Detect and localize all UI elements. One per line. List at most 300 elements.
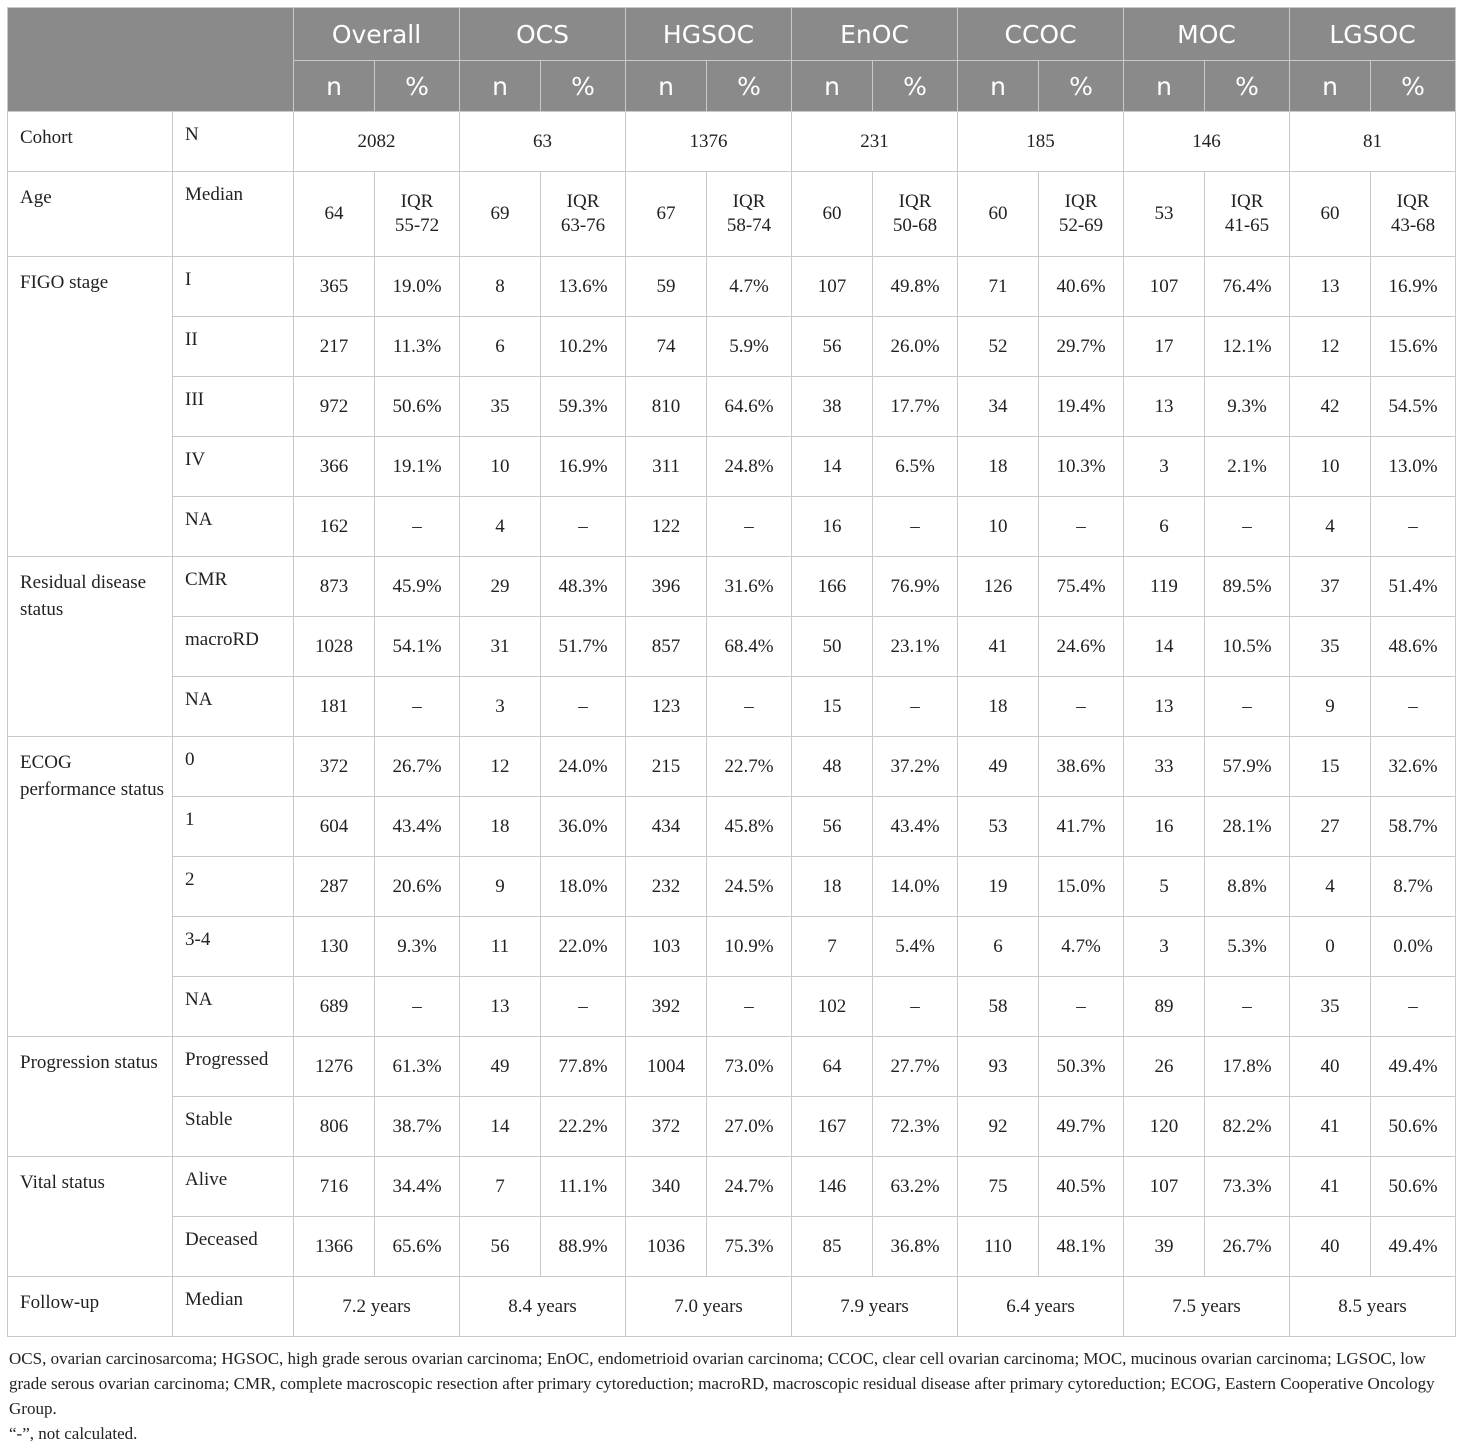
table-cell: 110	[958, 1217, 1039, 1277]
table-cell: 1036	[626, 1217, 707, 1277]
iqr-label: IQR	[400, 191, 434, 212]
header-percent: %	[707, 61, 792, 112]
table-cell: 7.2 years	[294, 1277, 460, 1337]
category-label: CMR	[173, 557, 294, 617]
table-cell: 1028	[294, 617, 375, 677]
table-cell: 40	[1290, 1217, 1371, 1277]
table-cell: 311	[626, 437, 707, 497]
footnote-dash-note: “-”, not calculated.	[9, 1424, 138, 1443]
table-cell: 50.6%	[375, 377, 460, 437]
table-cell: 11.1%	[541, 1157, 626, 1217]
cohort-characteristics-table	[7, 7, 1456, 1337]
table-row	[8, 317, 1456, 377]
iqr-label: IQR	[1064, 191, 1098, 212]
table-cell: 689	[294, 977, 375, 1037]
table-cell: 38.6%	[1039, 737, 1124, 797]
table-cell: 60	[792, 172, 873, 257]
table-cell: 56	[460, 1217, 541, 1277]
table-cell: 73.0%	[707, 1037, 792, 1097]
table-cell: 40.6%	[1039, 257, 1124, 317]
table-cell: 49.4%	[1371, 1037, 1456, 1097]
table-cell: 167	[792, 1097, 873, 1157]
table-cell: 22.0%	[541, 917, 626, 977]
header-group: EnOC	[792, 8, 958, 61]
iqr-cell	[707, 172, 792, 257]
table-cell: 7.5 years	[1124, 1277, 1290, 1337]
table-cell: 92	[958, 1097, 1039, 1157]
table-cell: –	[1039, 977, 1124, 1037]
table-cell: 123	[626, 677, 707, 737]
table-cell: 35	[460, 377, 541, 437]
table-cell: 3	[1124, 437, 1205, 497]
table-cell: 16	[792, 497, 873, 557]
table-cell: 89	[1124, 977, 1205, 1037]
table-row	[8, 112, 1456, 172]
table-cell: 126	[958, 557, 1039, 617]
table-cell: 75.3%	[707, 1217, 792, 1277]
table-cell: –	[375, 677, 460, 737]
table-cell: 6.4 years	[958, 1277, 1124, 1337]
table-cell: 11.3%	[375, 317, 460, 377]
table-cell: –	[1039, 677, 1124, 737]
table-cell: 56	[792, 797, 873, 857]
table-cell: 34	[958, 377, 1039, 437]
table-cell: 13.0%	[1371, 437, 1456, 497]
header-n: n	[1290, 61, 1371, 112]
category-label: Stable	[173, 1097, 294, 1157]
table-cell: 13.6%	[541, 257, 626, 317]
table-row	[8, 1097, 1456, 1157]
table-cell: 392	[626, 977, 707, 1037]
table-cell: 24.7%	[707, 1157, 792, 1217]
table-cell: 54.5%	[1371, 377, 1456, 437]
header-percent: %	[541, 61, 626, 112]
iqr-cell	[873, 172, 958, 257]
table-cell: 28.1%	[1205, 797, 1290, 857]
category-label: IV	[173, 437, 294, 497]
table-row	[8, 557, 1456, 617]
table-cell: 68.4%	[707, 617, 792, 677]
table-cell: 6	[460, 317, 541, 377]
table-cell: 1366	[294, 1217, 375, 1277]
variable-label: Age	[8, 172, 173, 257]
table-cell: 71	[958, 257, 1039, 317]
table-cell: 4	[1290, 497, 1371, 557]
table-cell: 51.7%	[541, 617, 626, 677]
table-cell: 76.4%	[1205, 257, 1290, 317]
variable-label: Residual disease status	[8, 557, 173, 737]
table-cell: 45.9%	[375, 557, 460, 617]
table-cell: 4	[1290, 857, 1371, 917]
table-cell: 19.4%	[1039, 377, 1124, 437]
table-footnote	[7, 1346, 1453, 1446]
category-label: macroRD	[173, 617, 294, 677]
table-cell: 1376	[626, 112, 792, 172]
table-cell: 50	[792, 617, 873, 677]
table-cell: –	[1205, 977, 1290, 1037]
category-label: Median	[173, 1277, 294, 1337]
table-cell: 162	[294, 497, 375, 557]
table-cell: 10	[1290, 437, 1371, 497]
variable-label: FIGO stage	[8, 257, 173, 557]
header-percent: %	[1039, 61, 1124, 112]
iqr-cell	[1371, 172, 1456, 257]
table-cell: 12	[460, 737, 541, 797]
header-group: LGSOC	[1290, 8, 1456, 61]
table-cell: 38	[792, 377, 873, 437]
table-cell: –	[1205, 677, 1290, 737]
table-cell: 11	[460, 917, 541, 977]
table-cell: 32.6%	[1371, 737, 1456, 797]
table-cell: 64	[294, 172, 375, 257]
table-cell: 103	[626, 917, 707, 977]
table-row	[8, 1217, 1456, 1277]
table-cell: 22.7%	[707, 737, 792, 797]
table-cell: 41	[1290, 1157, 1371, 1217]
table-cell: 12.1%	[1205, 317, 1290, 377]
table-cell: 8.8%	[1205, 857, 1290, 917]
table-cell: 14	[792, 437, 873, 497]
table-cell: 26.7%	[375, 737, 460, 797]
table-cell: 806	[294, 1097, 375, 1157]
table-cell: 14	[460, 1097, 541, 1157]
header-group-row	[8, 8, 1456, 61]
variable-label: Cohort	[8, 112, 173, 172]
table-cell: 716	[294, 1157, 375, 1217]
table-cell: 48.3%	[541, 557, 626, 617]
table-row	[8, 1277, 1456, 1337]
iqr-label: IQR	[566, 191, 600, 212]
table-cell: 181	[294, 677, 375, 737]
table-cell: 5.4%	[873, 917, 958, 977]
header-n: n	[792, 61, 873, 112]
table-cell: 60	[958, 172, 1039, 257]
table-cell: 19.0%	[375, 257, 460, 317]
table-cell: 24.8%	[707, 437, 792, 497]
table-cell: 52	[958, 317, 1039, 377]
table-cell: 24.6%	[1039, 617, 1124, 677]
table-cell: 372	[294, 737, 375, 797]
table-cell: –	[1371, 977, 1456, 1037]
table-cell: 18	[958, 677, 1039, 737]
table-cell: 54.1%	[375, 617, 460, 677]
table-cell: 57.9%	[1205, 737, 1290, 797]
header-n: n	[294, 61, 375, 112]
table-row	[8, 677, 1456, 737]
table-cell: 6	[1124, 497, 1205, 557]
table-cell: 5	[1124, 857, 1205, 917]
iqr-label: IQR	[1230, 191, 1264, 212]
table-cell: 69	[460, 172, 541, 257]
table-cell: 45.8%	[707, 797, 792, 857]
table-cell: 29.7%	[1039, 317, 1124, 377]
table-cell: 53	[1124, 172, 1205, 257]
category-label: Median	[173, 172, 294, 257]
table-cell: 50.6%	[1371, 1097, 1456, 1157]
table-cell: –	[873, 677, 958, 737]
table-cell: 41	[958, 617, 1039, 677]
table-cell: 48.6%	[1371, 617, 1456, 677]
table-header	[8, 8, 1456, 112]
table-cell: 31	[460, 617, 541, 677]
header-group: OCS	[460, 8, 626, 61]
table-cell: 17.7%	[873, 377, 958, 437]
category-label: 3-4	[173, 917, 294, 977]
table-cell: 16	[1124, 797, 1205, 857]
table-cell: 42	[1290, 377, 1371, 437]
table-cell: 34.4%	[375, 1157, 460, 1217]
table-cell: –	[541, 497, 626, 557]
table-cell: 75.4%	[1039, 557, 1124, 617]
table-cell: –	[873, 977, 958, 1037]
table-cell: 35	[1290, 977, 1371, 1037]
variable-label: Follow-up	[8, 1277, 173, 1337]
variable-label: Vital status	[8, 1157, 173, 1277]
header-percent: %	[1371, 61, 1456, 112]
table-cell: 10	[958, 497, 1039, 557]
table-cell: 58.7%	[1371, 797, 1456, 857]
category-label: N	[173, 112, 294, 172]
table-cell: 10.9%	[707, 917, 792, 977]
header-n: n	[1124, 61, 1205, 112]
table-row	[8, 857, 1456, 917]
table-cell: 53	[958, 797, 1039, 857]
table-cell: 9	[1290, 677, 1371, 737]
table-cell: 972	[294, 377, 375, 437]
table-cell: 14.0%	[873, 857, 958, 917]
table-cell: 49.8%	[873, 257, 958, 317]
table-cell: 15.6%	[1371, 317, 1456, 377]
table-cell: 10.5%	[1205, 617, 1290, 677]
table-cell: 40.5%	[1039, 1157, 1124, 1217]
table-cell: –	[707, 977, 792, 1037]
table-cell: 102	[792, 977, 873, 1037]
table-cell: 18	[958, 437, 1039, 497]
table-cell: –	[1371, 497, 1456, 557]
category-label: Alive	[173, 1157, 294, 1217]
table-cell: 76.9%	[873, 557, 958, 617]
category-label: II	[173, 317, 294, 377]
table-cell: 58	[958, 977, 1039, 1037]
table-row	[8, 1157, 1456, 1217]
header-group: HGSOC	[626, 8, 792, 61]
category-label: 0	[173, 737, 294, 797]
table-cell: 59.3%	[541, 377, 626, 437]
table-cell: 217	[294, 317, 375, 377]
table-cell: 56	[792, 317, 873, 377]
table-cell: 26	[1124, 1037, 1205, 1097]
header-n: n	[626, 61, 707, 112]
table-cell: 119	[1124, 557, 1205, 617]
iqr-range: 55-72	[394, 215, 440, 236]
iqr-range: 43-68	[1390, 215, 1436, 236]
table-cell: 23.1%	[873, 617, 958, 677]
table-cell: –	[1371, 677, 1456, 737]
header-group: Overall	[294, 8, 460, 61]
table-cell: 9.3%	[1205, 377, 1290, 437]
table-cell: 857	[626, 617, 707, 677]
table-cell: –	[375, 497, 460, 557]
table-row	[8, 172, 1456, 257]
table-cell: 19.1%	[375, 437, 460, 497]
table-cell: 146	[792, 1157, 873, 1217]
table-cell: 73.3%	[1205, 1157, 1290, 1217]
category-label: I	[173, 257, 294, 317]
table-body	[8, 112, 1456, 1337]
table-cell: 16.9%	[541, 437, 626, 497]
iqr-range: 41-65	[1224, 215, 1270, 236]
table-cell: 8.5 years	[1290, 1277, 1456, 1337]
table-cell: 185	[958, 112, 1124, 172]
table-cell: 7	[460, 1157, 541, 1217]
table-cell: 7.0 years	[626, 1277, 792, 1337]
table-cell: 82.2%	[1205, 1097, 1290, 1157]
category-label: NA	[173, 677, 294, 737]
table-cell: 13	[1290, 257, 1371, 317]
table-cell: 9.3%	[375, 917, 460, 977]
table-cell: 63.2%	[873, 1157, 958, 1217]
table-cell: 434	[626, 797, 707, 857]
header-corner	[8, 8, 294, 112]
table-cell: 1276	[294, 1037, 375, 1097]
table-cell: 13	[1124, 677, 1205, 737]
table-cell: 107	[1124, 257, 1205, 317]
table-cell: 35	[1290, 617, 1371, 677]
header-percent: %	[873, 61, 958, 112]
table-row	[8, 437, 1456, 497]
table-cell: 232	[626, 857, 707, 917]
table-cell: 340	[626, 1157, 707, 1217]
table-cell: –	[1039, 497, 1124, 557]
table-cell: 366	[294, 437, 375, 497]
category-label: Deceased	[173, 1217, 294, 1277]
table-cell: –	[541, 677, 626, 737]
table-cell: 24.5%	[707, 857, 792, 917]
table-container	[7, 7, 1453, 1446]
table-cell: 7.9 years	[792, 1277, 958, 1337]
table-cell: 19	[958, 857, 1039, 917]
iqr-range: 58-74	[726, 215, 772, 236]
table-cell: 63	[460, 112, 626, 172]
table-row	[8, 797, 1456, 857]
category-label: Progressed	[173, 1037, 294, 1097]
table-cell: 130	[294, 917, 375, 977]
table-cell: 873	[294, 557, 375, 617]
table-cell: 231	[792, 112, 958, 172]
iqr-cell	[375, 172, 460, 257]
footnote-abbreviations: OCS, ovarian carcinosarcoma; HGSOC, high grade serous ovarian carcinoma; EnOC, endometrioid ovarian carcinoma; CCOC, clear cell ovarian carcinoma; MOC, mucinous ovarian carcinoma; LGSOC, low grade serous ovarian carcinoma; CMR, complete macroscopic resection after primary cytoreduction; macroRD, macroscopic residual disease after primary cytoreduction; ECOG, Eastern Cooperative Oncology Group.	[9, 1349, 1435, 1418]
iqr-label: IQR	[898, 191, 932, 212]
table-cell: 49.4%	[1371, 1217, 1456, 1277]
table-cell: 27.7%	[873, 1037, 958, 1097]
table-cell: 59	[626, 257, 707, 317]
iqr-range: 63-76	[560, 215, 606, 236]
table-cell: 4	[460, 497, 541, 557]
category-label: III	[173, 377, 294, 437]
table-cell: 13	[460, 977, 541, 1037]
table-cell: 49	[460, 1037, 541, 1097]
table-cell: 8.7%	[1371, 857, 1456, 917]
header-percent: %	[1205, 61, 1290, 112]
table-row	[8, 257, 1456, 317]
table-cell: 5.3%	[1205, 917, 1290, 977]
table-cell: 49.7%	[1039, 1097, 1124, 1157]
table-cell: 29	[460, 557, 541, 617]
iqr-range: 50-68	[892, 215, 938, 236]
table-cell: 43.4%	[873, 797, 958, 857]
iqr-label: IQR	[732, 191, 766, 212]
table-cell: 6.5%	[873, 437, 958, 497]
table-cell: 8	[460, 257, 541, 317]
header-n: n	[958, 61, 1039, 112]
table-row	[8, 1037, 1456, 1097]
table-cell: 4.7%	[707, 257, 792, 317]
table-cell: 3	[1124, 917, 1205, 977]
header-group: CCOC	[958, 8, 1124, 61]
table-cell: 10.3%	[1039, 437, 1124, 497]
table-cell: 41.7%	[1039, 797, 1124, 857]
table-cell: –	[873, 497, 958, 557]
table-cell: 166	[792, 557, 873, 617]
table-cell: 17	[1124, 317, 1205, 377]
table-cell: 8.4 years	[460, 1277, 626, 1337]
table-cell: 20.6%	[375, 857, 460, 917]
table-cell: 88.9%	[541, 1217, 626, 1277]
table-cell: 365	[294, 257, 375, 317]
table-row	[8, 377, 1456, 437]
table-cell: 10	[460, 437, 541, 497]
table-cell: 15.0%	[1039, 857, 1124, 917]
table-cell: 18	[460, 797, 541, 857]
table-cell: 2082	[294, 112, 460, 172]
table-cell: 48.1%	[1039, 1217, 1124, 1277]
header-percent: %	[375, 61, 460, 112]
table-cell: 39	[1124, 1217, 1205, 1277]
table-cell: 1004	[626, 1037, 707, 1097]
table-cell: 36.8%	[873, 1217, 958, 1277]
category-label: 2	[173, 857, 294, 917]
table-cell: 26.7%	[1205, 1217, 1290, 1277]
table-cell: 22.2%	[541, 1097, 626, 1157]
table-cell: 77.8%	[541, 1037, 626, 1097]
table-cell: 396	[626, 557, 707, 617]
table-row	[8, 917, 1456, 977]
table-cell: 2.1%	[1205, 437, 1290, 497]
table-cell: 65.6%	[375, 1217, 460, 1277]
table-cell: –	[707, 677, 792, 737]
table-row	[8, 977, 1456, 1037]
table-cell: 215	[626, 737, 707, 797]
variable-label: ECOG performance status	[8, 737, 173, 1037]
table-cell: 122	[626, 497, 707, 557]
iqr-cell	[1039, 172, 1124, 257]
table-cell: 146	[1124, 112, 1290, 172]
table-cell: 74	[626, 317, 707, 377]
table-cell: 43.4%	[375, 797, 460, 857]
table-cell: 27	[1290, 797, 1371, 857]
category-label: 1	[173, 797, 294, 857]
table-cell: 27.0%	[707, 1097, 792, 1157]
table-cell: 18.0%	[541, 857, 626, 917]
table-cell: 13	[1124, 377, 1205, 437]
table-cell: 38.7%	[375, 1097, 460, 1157]
table-cell: 107	[792, 257, 873, 317]
table-cell: 75	[958, 1157, 1039, 1217]
table-cell: 107	[1124, 1157, 1205, 1217]
table-cell: 60	[1290, 172, 1371, 257]
table-cell: 26.0%	[873, 317, 958, 377]
table-cell: 40	[1290, 1037, 1371, 1097]
